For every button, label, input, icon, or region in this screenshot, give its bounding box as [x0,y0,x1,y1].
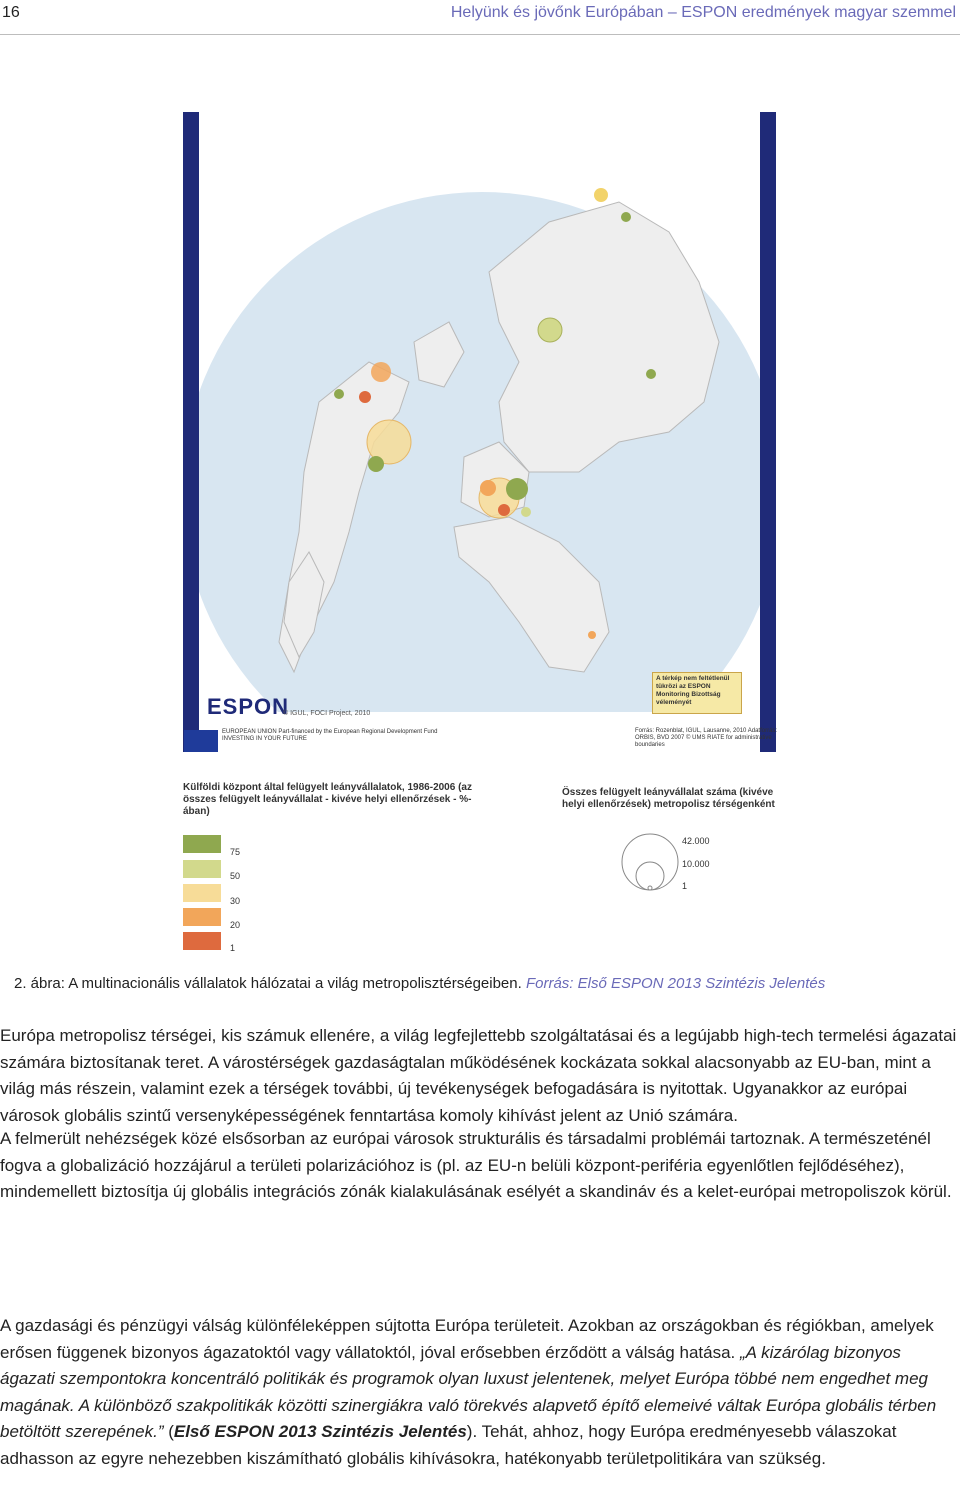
figure-caption [14,975,825,992]
legend-size-label: 1 [682,881,688,891]
paragraph-3-intro: A gazdasági és pénzügyi válság különféleképpen sújtotta Európa területeit. Azokban az országokban és régiókban, amelyek erősen függenek bizonyos ágazatoktól vagy vállatoktól, jóval erősebben érződött a válság hatása. [0,1316,934,1362]
map-source-note: Forrás: Rozenblat, IGUL, Lausanne, 2010 Adatforrás: ORBIS, BVD 2007 © UMS RIATE for administrative boundaries [635,728,778,748]
metro-bubble [498,504,510,516]
legend-swatch-label: 75 [230,847,241,857]
legend-swatch-label: 50 [230,871,241,881]
legend-share-title: Külföldi központ által felügyelt leányvállalatok, 1986-2006 (az összes felügyelt leányvállalat - kivéve helyi ellenőrzések - %-ában) [183,782,472,817]
legend-swatch [183,932,221,950]
map-frame-left [183,112,199,752]
metro-bubble [621,212,631,222]
metro-bubble [594,188,608,202]
legend-swatch-label: 20 [230,920,241,930]
espon-logo: ESPON [207,694,290,719]
metro-bubble [359,391,371,403]
metro-bubble [480,480,496,496]
legend-swatch [183,908,221,926]
legend-size-label: 10.000 [682,859,710,869]
metro-bubble [538,318,562,342]
legend-size-label: 42.000 [682,836,710,846]
legend-swatch [183,884,221,902]
header-divider [0,34,960,35]
map-disclaimer: A térkép nem feltétlenül tükrözi az ESPON Monitoring Bizottság véleményét [652,672,742,714]
paragraph-3-reference: Első ESPON 2013 Szintézis Jelentés [173,1422,467,1441]
page-number: 16 [2,4,20,21]
paragraph-3-quote: „A kizárólag bizonyos ágazati szempontokra koncentráló politikák és programok olyan luxust jelentenek, melyet Európa többé nem engedhet meg magának. A különböző szakpolitikák közötti szinergiákra való törekvés alapvető építő elemeivé váltak Európa globális térben betöltött szerepének.” [0,1342,937,1441]
metro-bubble [588,631,596,639]
legend-size-circle [648,886,652,890]
caption-text: 2. ábra: A multinacionális vállalatok hálózatai a világ metropolisztérségeiben. [14,975,526,992]
caption-source: Forrás: Első ESPON 2013 Szintézis Jelentés [525,975,826,992]
metro-bubble [506,478,528,500]
legend-swatch [183,860,221,878]
metro-bubble [371,362,391,382]
paragraph-3-open: ( [163,1422,174,1441]
metro-bubble [521,507,531,517]
metro-bubble [646,369,656,379]
map-frame-right [760,112,776,752]
legend-swatch-label: 30 [230,896,241,906]
page-header [0,0,960,36]
running-title: Helyünk és jövőnk Európában – ESPON eredmények magyar szemmel [450,4,956,21]
eu-flag-icon [184,730,218,752]
map-credit: © IGUL, FOCI Project, 2010 [283,710,371,717]
world-map [199,112,760,712]
paragraph-1: Európa metropolisz térségei, kis számuk ellenére, a világ legfejlettebb szolgáltatásai és a legújabb high-tech termelési ágazatai számára biztosítanak teret. A várostérségek gazdaságtalan működésének kockázata sokkal alacsonyabb az EU-ban, mint a világ más részein, valamint ezek a térségek további, új tevékenységek befogadására is nyitottak. Ugyanakkor az európai városok globális szintű versenyképességének fenntartása komoly kihívást jelent az Unió számára. [0,1026,957,1125]
metro-bubble [368,456,384,472]
paragraph-2: A felmerült nehézségek közé elsősorban az európai városok strukturális és társadalmi problémái tartoznak. A természeténél fogva a globalizáció hozzájárul a területi polarizációhoz is (pl. az EU-n belüli központ-periféria egyenlőtlen fejlődéséhez), mindemellett biztosítja új globális integrációs zónák kialakulásának esélyét a skandináv és a kelet-európai metropoliszok körül. [0,1129,952,1201]
paragraph-3 [0,1313,960,1472]
legend-swatch-label: 1 [230,943,236,953]
metro-bubble [334,389,344,399]
legend-size-title: Összes felügyelt leányvállalat száma (kivéve helyi ellenőrzések) metropolisz térségenként [562,787,775,810]
legend-swatch [183,835,221,853]
paragraph-3-closing: ). Tehát, ahhoz, hogy Európa eredményesebb válaszokat adhasson az egyre nehezebben kiszámítható globális kihívásokra, hatékonyabb területpolitikára van szükség. [0,1422,897,1468]
eu-funding-note: EUROPEAN UNION Part-financed by the European Regional Development Fund INVESTING IN YOUR FUTURE [222,729,438,742]
